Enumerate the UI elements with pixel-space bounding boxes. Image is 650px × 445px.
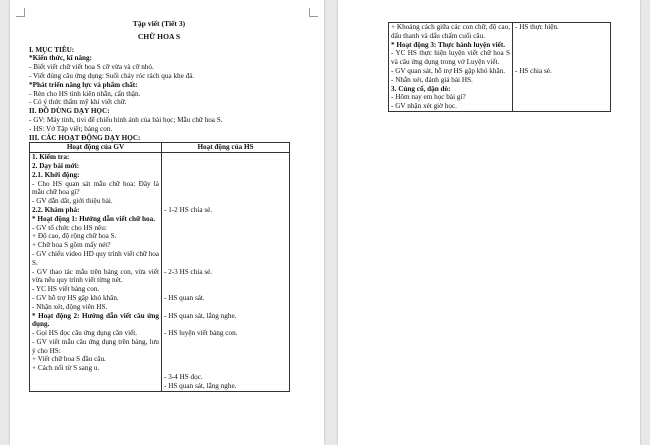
document-page-2	[338, 0, 640, 445]
student-activity-cell	[513, 23, 611, 112]
table-header-row	[30, 143, 290, 153]
student-activity-cell	[162, 153, 290, 392]
margin-corner-mark	[309, 8, 318, 17]
table-text: - HS chia sẻ.	[515, 66, 552, 75]
activities-table	[29, 142, 290, 391]
table-text: - Gọi HS đọc câu ứng dụng cần viết.	[32, 329, 138, 338]
table-text: + Khoảng cách giữa các con chữ, độ cao, dấu thanh và dấu chấm cuối câu.	[391, 23, 510, 40]
lesson-title: Tập viết (Tiết 3)	[132, 19, 186, 28]
table-text: - GV nhận xét giờ học.	[391, 102, 457, 111]
table-text: + Độ cao, độ rộng chữ hoa S.	[32, 232, 117, 241]
table-text: + Chữ hoa S gồm mấy nét?	[32, 241, 111, 250]
table-text: - Cho HS quan sát mẫu chữ hoa: Đây là mẫu chữ hoa gì?	[32, 179, 159, 197]
table-text: - HS quan sát, lắng nghe.	[164, 381, 237, 390]
table-text: 1. Kiểm tra:	[32, 153, 70, 162]
objective-line: - Rèn cho HS tính kiên nhẫn, cẩn thận.	[29, 89, 141, 98]
table-text: 2.2. Khám phá:	[32, 205, 80, 214]
table-text: - YC HS viết bảng con.	[32, 285, 100, 294]
table-text: - HS quan sát.	[164, 293, 205, 302]
table-text: - 1-2 HS chia sẻ.	[164, 205, 213, 214]
table-text: - GV viết mẫu câu ứng dụng trên bảng, lưu ý cho HS:	[32, 337, 159, 355]
table-text: - 2-3 HS chia sẻ.	[164, 267, 213, 276]
table-text: * Hoạt động 2: Hướng dẫn viết câu ứng dụng.	[32, 311, 159, 329]
table-text: + Cách nối từ S sang u.	[32, 364, 100, 373]
table-text: - GV tổ chức cho HS nêu:	[32, 223, 107, 232]
table-row	[30, 153, 290, 392]
table-text: - Nhẫn xét, đánh giá bài HS.	[391, 75, 473, 84]
table-text: - GV dẫn dắt, giới thiệu bài.	[32, 197, 113, 206]
section-heading-activities: III. CÁC HOẠT ĐỘNG DẠY HỌC:	[29, 133, 141, 142]
table-text: - HS quan sát, lắng nghe.	[164, 311, 237, 320]
table-text: 3. Củng cố, dặn dò:	[391, 84, 451, 93]
teacher-activity-cell	[30, 153, 162, 392]
table-text: - HS thực hiện.	[515, 23, 559, 31]
column-header-teacher: Hoạt động của GV	[30, 143, 162, 153]
table-text: - GV hỗ trợ HS gặp khó khăn.	[32, 293, 119, 302]
table-text: 2.1. Khởi động:	[32, 170, 80, 179]
table-row	[389, 23, 611, 112]
subheading-knowledge: *Kiến thức, kĩ năng:	[29, 54, 93, 63]
activities-table-continued	[388, 22, 611, 112]
page-1-content	[29, 20, 289, 392]
margin-corner-mark	[16, 8, 25, 17]
table-text: - HS luyện viết bảng con.	[164, 329, 238, 338]
subheading-competency: *Phát triển năng lực và phẩm chất:	[29, 80, 138, 89]
table-text: - Hôm nay em học bài gì?	[391, 93, 466, 102]
table-text: - Nhận xét, động viên HS.	[32, 302, 108, 311]
materials-line: - GV: Máy tính, tivi để chiếu hình ảnh của bài học; Mẫu chữ hoa S.	[29, 115, 223, 124]
document-page-1	[10, 0, 324, 445]
teacher-activity-cell	[389, 23, 513, 112]
table-text: * Hoạt động 1: Hướng dẫn viết chữ hoa.	[32, 214, 156, 223]
page-2-content	[388, 22, 610, 112]
objective-line: - Viết đúng câu ứng dụng: Suối chảy róc rách qua khe đá.	[29, 71, 195, 80]
lesson-subtitle: CHỮ HOA S	[137, 31, 181, 41]
table-text: - YC HS thực hiện luyện viết chữ hoa S và câu ứng dụng trong vở Luyện viết.	[391, 49, 510, 67]
objective-line: - Có ý thức thẩm mỹ khi viết chữ.	[29, 98, 127, 107]
table-text: - GV chiếu video HD quy trình viết chữ hoa S.	[32, 249, 159, 267]
table-text: - 3-4 HS đọc.	[164, 373, 203, 382]
table-text: - GV thao tác mẫu trên bảng con, vừa viết vừa nêu quy trình viết từng nét.	[32, 267, 159, 285]
table-text: * Hoạt động 3: Thực hành luyện viết.	[391, 40, 506, 49]
table-text: 2. Dạy bài mới:	[32, 161, 80, 170]
section-heading-materials: II. ĐỒ DÙNG DẠY HỌC:	[29, 107, 110, 116]
materials-line: - HS: Vở Tập viết; bảng con.	[29, 124, 113, 133]
objective-line: - Biết viết chữ viết hoa S cỡ vừa và cỡ nhỏ.	[29, 63, 154, 72]
table-text: + Viết chữ hoa S đầu câu.	[32, 355, 106, 364]
section-heading-objectives: I. MỤC TIÊU:	[29, 45, 75, 54]
table-text: - GV quan sát, hỗ trợ HS gặp khó khăn.	[391, 66, 506, 75]
column-header-student: Hoạt động của HS	[162, 143, 290, 153]
